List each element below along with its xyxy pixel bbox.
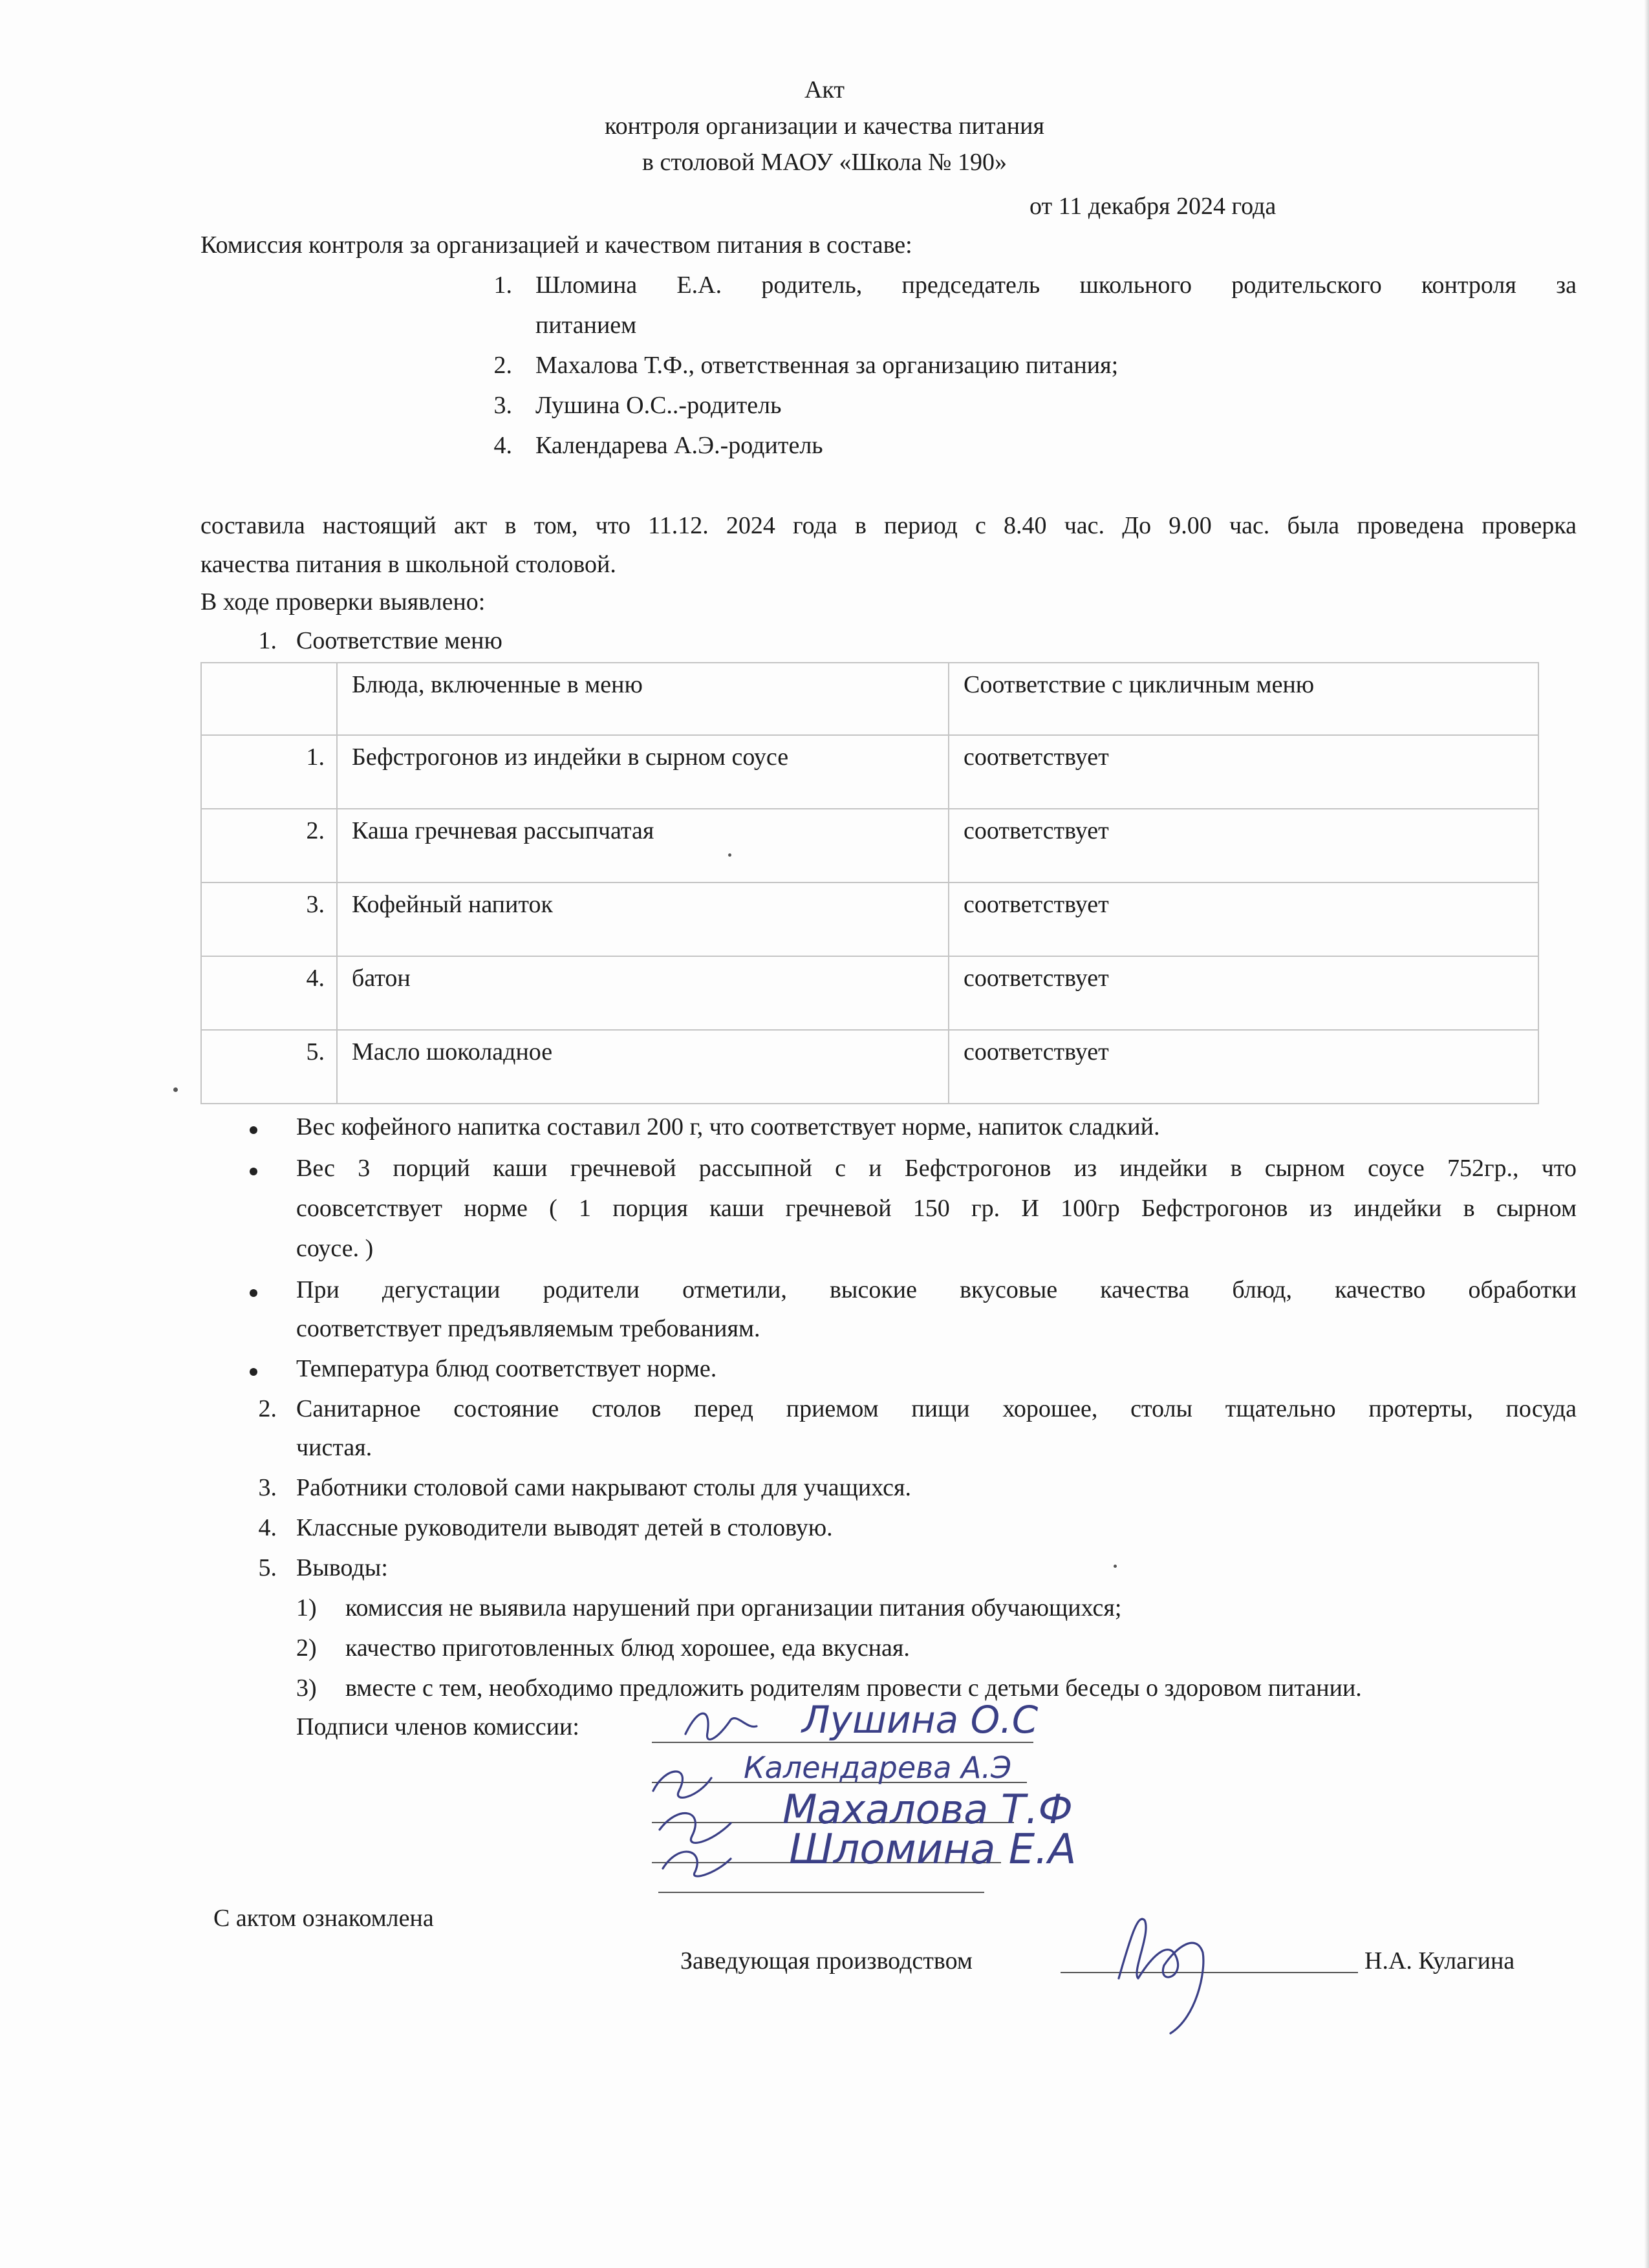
doc-place: в столовой МАОУ «Школа № 190» xyxy=(642,149,1007,176)
scan-speck xyxy=(1114,1565,1117,1568)
bullet-coffee-weight: Вес кофейного напитка составил 200 г, что соответствует норме, напиток сладкий. xyxy=(296,1113,1160,1140)
table-row xyxy=(201,956,1538,1030)
doc-subtitle: контроля организации и качества питания xyxy=(605,112,1044,140)
menu-status: соответствует xyxy=(949,883,1538,956)
acquainted-label: С актом ознакомлена xyxy=(213,1905,434,1932)
row-number: 3. xyxy=(201,883,337,956)
table-header-row xyxy=(201,663,1538,735)
conclusion-3-text: вместе с тем, необходимо предложить родителям провести с детьми беседы о здоровом питании. xyxy=(345,1674,1362,1702)
paragraph-line1: составила настоящий акт в том, что 11.12. 2024 года в период с 8.40 час. До 9.00 час. была проведена проверка xyxy=(200,512,1577,539)
item-3-num: 3. xyxy=(258,1474,277,1501)
table-row xyxy=(201,809,1538,883)
signature-text: Лушина О.С xyxy=(802,1698,1039,1742)
table-row xyxy=(201,883,1538,956)
item-3-text: Работники столовой сами накрывают столы для учащихся. xyxy=(296,1474,912,1501)
manager-name: Н.А. Кулагина xyxy=(1364,1947,1515,1974)
paragraph-line2: качества питания в школьной столовой. xyxy=(200,551,616,578)
row-number: 4. xyxy=(201,956,337,1030)
item-4-num: 4. xyxy=(258,1514,277,1541)
dish-name: Каша гречневая рассыпчатая xyxy=(337,809,949,883)
menu-status: соответствует xyxy=(949,735,1538,809)
bullet-dot xyxy=(250,1126,257,1134)
doc-title: Акт xyxy=(804,76,845,103)
menu-status: соответствует xyxy=(949,956,1538,1030)
manager-signature-mark xyxy=(1093,1894,1274,2043)
item-1-num: 1. xyxy=(258,627,277,654)
menu-table xyxy=(200,662,1539,1104)
dish-name: Кофейный напиток xyxy=(337,883,949,956)
conclusion-1-num: 1) xyxy=(296,1594,317,1621)
commission-intro: Комиссия контроля за организацией и качеством питания в составе: xyxy=(200,231,912,259)
table-header-cell: Блюда, включенные в меню xyxy=(337,663,949,735)
scan-edge xyxy=(1644,0,1649,2268)
bullet-portion-weight-line1: Вес 3 порций каши гречневой рассыпной с и Бефстрогонов из индейки в сырном соусе 752гр., что xyxy=(296,1155,1577,1182)
member-3-num: 3. xyxy=(493,392,512,419)
dish-name: Масло шоколадное xyxy=(337,1030,949,1104)
dish-name: батон xyxy=(337,956,949,1030)
item-2-num: 2. xyxy=(258,1395,277,1422)
item-2-line2: чистая. xyxy=(296,1434,372,1461)
member-2-num: 2. xyxy=(493,352,512,379)
item-5-text: Выводы: xyxy=(296,1554,388,1581)
table-row xyxy=(201,735,1538,809)
signature-line xyxy=(658,1892,984,1893)
item-4-text: Классные руководители выводят детей в столовую. xyxy=(296,1514,833,1541)
findings-label: В ходе проверки выявлено: xyxy=(200,588,486,615)
row-number: 5. xyxy=(201,1030,337,1104)
signature-text: Махалова Т.Ф xyxy=(782,1786,1073,1833)
table-row xyxy=(201,1030,1538,1104)
member-1-num: 1. xyxy=(493,272,512,299)
conclusion-1-text: комиссия не выявила нарушений при организации питания обучающихся; xyxy=(345,1594,1122,1621)
conclusion-3-num: 3) xyxy=(296,1674,317,1702)
member-2-text: Махалова Т.Ф., ответственная за организацию питания; xyxy=(535,352,1119,379)
signatures-label: Подписи членов комиссии: xyxy=(296,1713,579,1740)
scan-speck xyxy=(728,853,731,857)
member-1-line2: питанием xyxy=(535,312,637,339)
bullet-temperature: Температура блюд соответствует норме. xyxy=(296,1355,717,1382)
row-number: 2. xyxy=(201,809,337,883)
item-1-label: Соответствие меню xyxy=(296,627,502,654)
table-header-cell xyxy=(201,663,337,735)
doc-date: от 11 декабря 2024 года xyxy=(1029,193,1277,220)
bullet-dot xyxy=(250,1168,257,1175)
signature-text: Календарева А.Э xyxy=(744,1750,1012,1785)
bullet-tasting-line1: При дегустации родители отметили, высокие вкусовые качества блюд, качество обработки xyxy=(296,1276,1577,1303)
member-4-num: 4. xyxy=(493,432,512,459)
menu-status: соответствует xyxy=(949,1030,1538,1104)
commission-handwritten-signatures xyxy=(640,1694,1222,1881)
item-2-line1: Санитарное состояние столов перед приемом пищи хорошее, столы тщательно протерты, посуда xyxy=(296,1395,1577,1422)
scan-speck xyxy=(173,1087,178,1092)
bullet-dot xyxy=(250,1289,257,1297)
item-5-num: 5. xyxy=(258,1554,277,1581)
menu-status: соответствует xyxy=(949,809,1538,883)
member-4-text: Календарева А.Э.-родитель xyxy=(535,432,823,459)
dish-name: Бефстрогонов из индейки в сырном соусе xyxy=(337,735,949,809)
bullet-dot xyxy=(250,1368,257,1376)
row-number: 1. xyxy=(201,735,337,809)
manager-position: Заведующая производством xyxy=(680,1947,973,1974)
bullet-portion-weight-line3: соусе. ) xyxy=(296,1235,374,1262)
bullet-tasting-line2: соответствует предъявляемым требованиям. xyxy=(296,1315,760,1342)
member-3-text: Лушина О.С..-родитель xyxy=(535,392,782,419)
signature-text: Шломина Е.А xyxy=(789,1826,1077,1874)
member-1-line1: Шломина Е.А. родитель, председатель школьного родительского контроля за xyxy=(535,272,1577,299)
table-header-cell: Соответствие с цикличным меню xyxy=(949,663,1538,735)
conclusion-2-num: 2) xyxy=(296,1634,317,1662)
bullet-portion-weight-line2: соовсетствует норме ( 1 порция каши гречневой 150 гр. И 100гр Бефстрогонов из индейки в сырном xyxy=(296,1195,1577,1222)
conclusion-2-text: качество приготовленных блюд хорошее, еда вкусная. xyxy=(345,1634,910,1662)
